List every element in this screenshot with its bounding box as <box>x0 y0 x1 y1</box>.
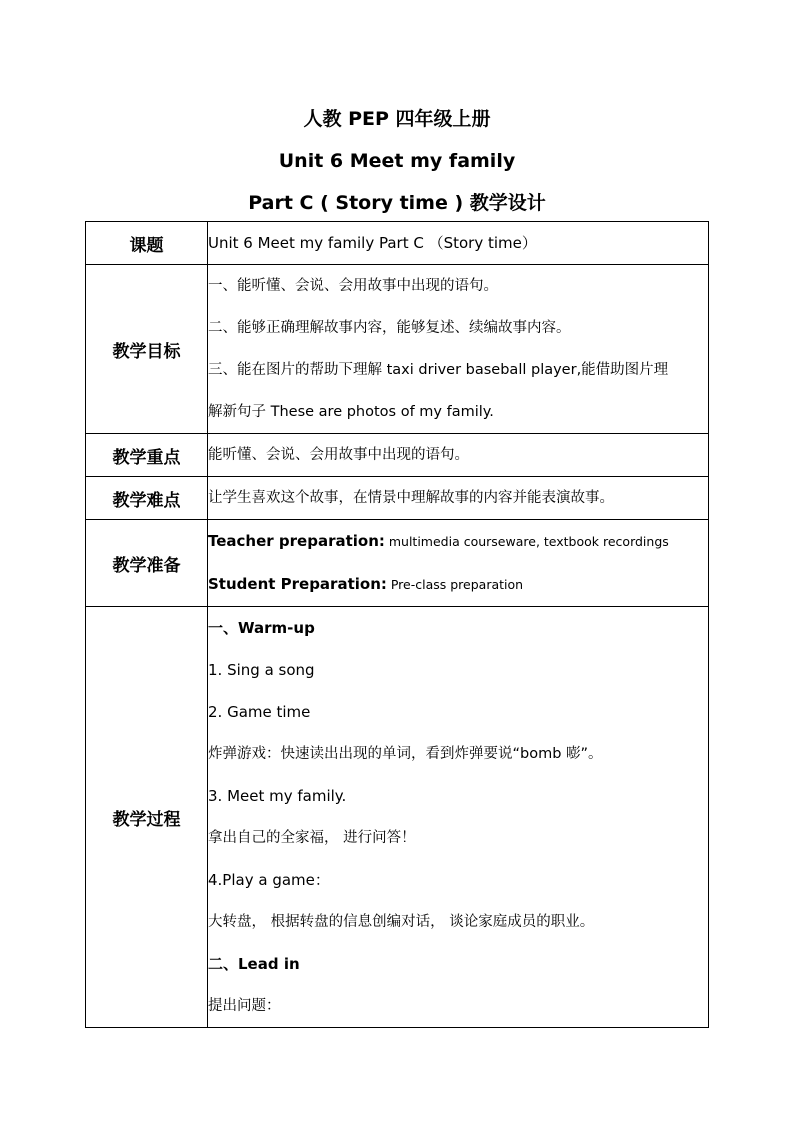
document-title-block <box>0 104 794 230</box>
process-line: 提出问题： <box>208 998 281 1014</box>
preparation-label: 教学准备 <box>86 520 208 607</box>
topic-label: 课题 <box>86 222 208 265</box>
process-line: 拿出自己的全家福， 进行问答！ <box>208 830 416 846</box>
objective-line: 一、能听懂、会说、会用故事中出现的语句。 <box>208 278 498 294</box>
objective-line: 解新句子 These are photos of my family. <box>208 404 494 420</box>
difficulties-row <box>86 477 709 520</box>
process-content <box>208 607 709 1028</box>
objective-line: 二、能够正确理解故事内容，能够复述、续编故事内容。 <box>208 320 571 336</box>
topic-row <box>86 222 709 265</box>
key-points-content <box>208 434 709 477</box>
preparation-content <box>208 520 709 607</box>
key-points-text: 能听懂、会说、会用故事中出现的语句。 <box>208 447 469 463</box>
topic-text: Unit 6 Meet my family Part C （Story time） <box>208 234 537 252</box>
process-label: 教学过程 <box>86 607 208 1028</box>
process-row <box>86 607 709 1028</box>
process-line: 大转盘， 根据转盘的信息创编对话， 谈论家庭成员的职业。 <box>208 914 595 930</box>
student-preparation-label: Student Preparation: <box>208 575 387 593</box>
process-line: 3. Meet my family. <box>208 787 347 805</box>
process-section-heading: 二、Lead in <box>208 955 300 973</box>
unit-title: Unit 6 Meet my family <box>278 150 516 172</box>
objective-line: 三、能在图片的帮助下理解 taxi driver baseball player,能借助图片理 <box>208 362 669 378</box>
key-points-label: 教学重点 <box>86 434 208 477</box>
objectives-row <box>86 265 709 434</box>
preparation-row <box>86 520 709 607</box>
lesson-title: Part C ( Story time ) 教学设计 <box>248 192 546 214</box>
objectives-label: 教学目标 <box>86 265 208 434</box>
process-line: 2. Game time <box>208 703 311 721</box>
document-title: 人教 PEP 四年级上册 <box>303 108 491 130</box>
teacher-preparation <box>208 520 708 563</box>
difficulties-text: 让学生喜欢这个故事，在情景中理解故事的内容并能表演故事。 <box>208 490 614 506</box>
process-line: 炸弹游戏：快速读出出现的单词，看到炸弹要说“bomb 嘭”。 <box>208 746 603 762</box>
difficulties-content <box>208 477 709 520</box>
process-line: 4.Play a game： <box>208 871 330 889</box>
teacher-preparation-value: multimedia courseware, textbook recordings <box>384 534 669 549</box>
key-points-row <box>86 434 709 477</box>
lesson-plan-table <box>85 221 709 1028</box>
student-preparation <box>208 563 708 606</box>
teacher-preparation-label: Teacher preparation: <box>208 532 385 550</box>
objectives-content <box>208 265 709 434</box>
student-preparation-value: Pre-class preparation <box>386 577 524 592</box>
topic-value <box>208 222 709 265</box>
process-section-heading: 一、Warm-up <box>208 619 315 637</box>
difficulties-label: 教学难点 <box>86 477 208 520</box>
process-line: 1. Sing a song <box>208 661 315 679</box>
